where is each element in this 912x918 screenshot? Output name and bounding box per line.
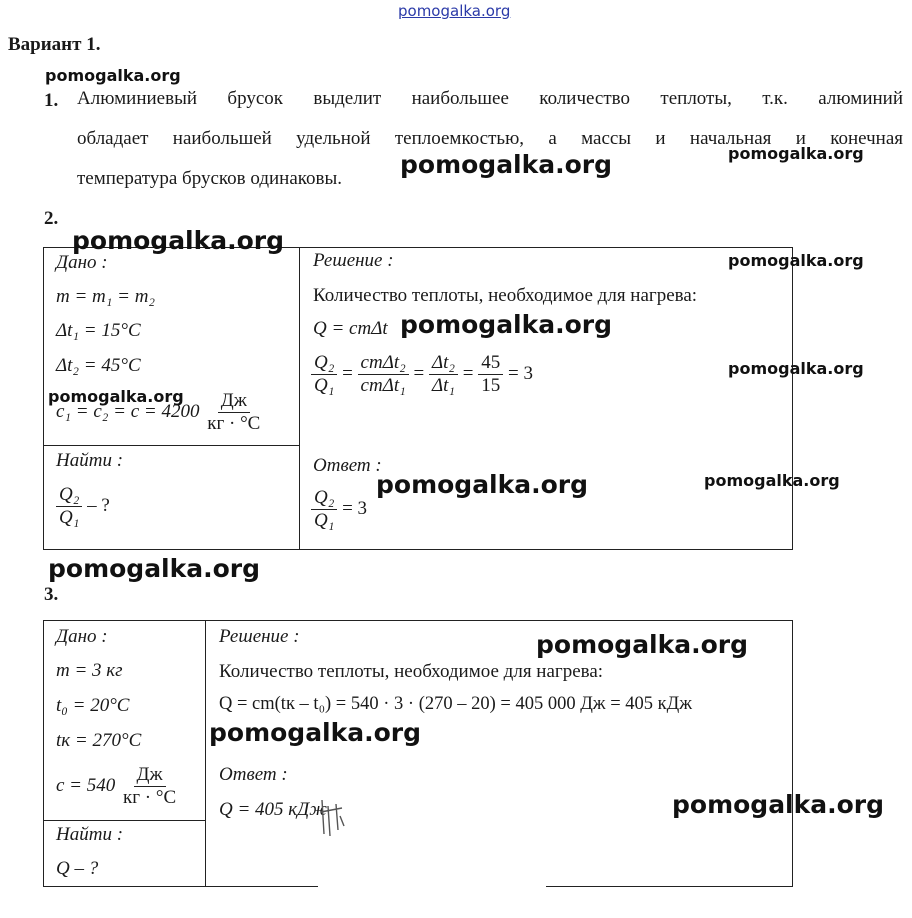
- task3-c-prefix: c = 540: [56, 774, 116, 796]
- task2-c-prefix: c₁ = c₂ = c = 4200: [56, 400, 200, 422]
- task2-find-fraction: [56, 484, 82, 529]
- task3-given-t0: t₀ = 20°C: [56, 695, 130, 716]
- task1-number: 1.: [44, 90, 59, 111]
- task2-solution-text: Количество теплоты, необходимое для нагрева:: [313, 285, 698, 306]
- watermark: pomogalka.org: [48, 554, 261, 583]
- watermark: pomogalka.org: [536, 630, 749, 659]
- task2-answer-den: Q₁: [314, 510, 335, 531]
- watermark: pomogalka.org: [48, 387, 184, 406]
- task2-ratio-result: = 3: [507, 362, 533, 384]
- task2-given-dt2: Δt₂ = 45°C: [56, 355, 141, 376]
- task3-solution-label: Решение :: [219, 626, 300, 647]
- task2-answer-label: Ответ :: [313, 455, 382, 476]
- watermark: pomogalka.org: [45, 66, 181, 85]
- task2-ratio-f1-den: Q₁: [314, 375, 335, 396]
- task2-ratio-f1: [311, 352, 337, 397]
- task1-line-2: обладает наибольшей удельной теплоемкостью, а массы и начальная и конечная: [77, 128, 903, 149]
- scan-gap: [318, 882, 546, 890]
- task3-formula: Q = cm(tк – t₀) = 540 · 3 · (270 – 20) = 405 000 Дж = 405 кДж: [219, 694, 693, 714]
- task2-given-find-divider: [43, 445, 300, 446]
- task2-ratio: $\frac{\text{Q₂}}{\text{Q₁}}$ = $\frac{\text{cmΔt₂}}{\text{cmΔt₁}}$ = $\frac{\text{Δt₂}}{\text{Δt₁}}$ = $\frac{45}{15}$ = 3: [311, 352, 533, 397]
- task3-find-label: Найти :: [56, 824, 124, 845]
- watermark: pomogalka.org: [672, 790, 885, 819]
- task3-answer: Q = 405 кДж: [219, 799, 327, 820]
- task3-c-unit-num: Дж: [134, 764, 166, 787]
- handwritten-scribble-icon: [318, 796, 348, 838]
- task2-answer-result: = 3: [342, 497, 368, 519]
- task3-solution-text: Количество теплоты, необходимое для нагрева:: [219, 661, 604, 682]
- task3-c-unit: [120, 764, 179, 809]
- watermark: pomogalka.org: [728, 144, 864, 163]
- watermark: pomogalka.org: [72, 226, 285, 255]
- task2-ratio-f2-num: cmΔt₂: [358, 352, 409, 375]
- task2-find-num: Q₂: [56, 484, 82, 507]
- task2-formula: Q = cmΔt: [313, 318, 388, 339]
- task2-answer: [311, 487, 367, 532]
- task3-given-tk: tк = 270°C: [56, 730, 142, 751]
- task2-find: [56, 484, 110, 529]
- watermark: pomogalka.org: [400, 150, 613, 179]
- task2-find-label: Найти :: [56, 450, 124, 471]
- task3-find: Q – ?: [56, 858, 99, 879]
- watermark: pomogalka.org: [728, 251, 864, 270]
- task3-number: 3.: [44, 584, 59, 605]
- task2-given-dt1: Δt₁ = 15°C: [56, 320, 141, 341]
- task1-line-3: температура брусков одинаковы.: [77, 168, 343, 189]
- task2-c-unit-num: Дж: [218, 390, 250, 413]
- task3-given-mass: m = 3 кг: [56, 660, 123, 681]
- task2-ratio-f4: [478, 352, 503, 397]
- task2-number: 2.: [44, 208, 59, 229]
- task2-find-suffix: – ?: [82, 494, 110, 516]
- task1-line-1: Алюминиевый брусок выделит наибольшее количество теплоты, т.к. алюминий: [77, 88, 903, 109]
- watermark: pomogalka.org: [400, 310, 613, 339]
- task2-c-unit-den: кг · °C: [207, 413, 261, 434]
- task2-ratio-f3: [429, 352, 458, 397]
- task3-given-c: [56, 764, 179, 809]
- task2-ratio-f3-den: Δt₁: [431, 375, 456, 396]
- task2-ratio-f4-den: 15: [481, 375, 501, 396]
- task2-find-den: Q₁: [59, 507, 80, 528]
- watermark: pomogalka.org: [704, 471, 840, 490]
- top-watermark-link[interactable]: pomogalka.org: [398, 2, 511, 20]
- task2-c-unit: [204, 390, 263, 435]
- watermark: pomogalka.org: [376, 470, 589, 499]
- task2-given-label: Дано :: [56, 252, 108, 273]
- task2-ratio-f1-num: Q₂: [311, 352, 337, 375]
- watermark: pomogalka.org: [728, 359, 864, 378]
- task2-ratio-f3-num: Δt₂: [429, 352, 458, 375]
- task2-answer-fraction: [311, 487, 337, 532]
- task3-given-find-divider: [43, 820, 206, 821]
- task2-solution-label: Решение :: [313, 250, 394, 271]
- task3-c-unit-den: кг · °C: [123, 787, 177, 808]
- task2-ratio-f4-num: 45: [478, 352, 503, 375]
- task2-divider: [299, 247, 300, 549]
- task3-divider: [205, 620, 206, 886]
- task2-answer-num: Q₂: [311, 487, 337, 510]
- watermark: pomogalka.org: [209, 718, 422, 747]
- task3-answer-label: Ответ :: [219, 764, 288, 785]
- task3-given-label: Дано :: [56, 626, 108, 647]
- task2-given-mass: m = m₁ = m₂: [56, 286, 156, 307]
- variant-title: Вариант 1.: [8, 34, 101, 55]
- task2-ratio-f2-den: cmΔt₁: [360, 375, 406, 396]
- task2-ratio-f2: [358, 352, 409, 397]
